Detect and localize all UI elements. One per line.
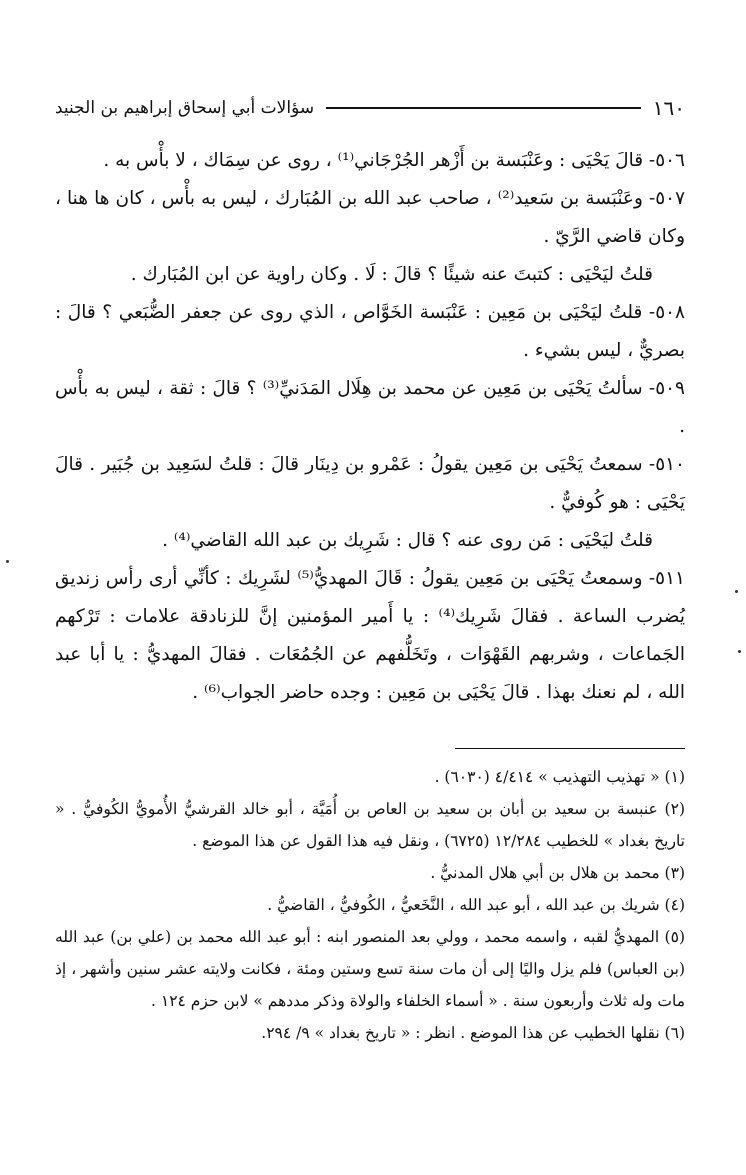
entry-506: ٥٠٦- قالَ يَحْيَى : وعَنْبَسة بن أَزْهر الجُرْجَاني⁽¹⁾ ، روى عن سِمَاك ، لا بأْس به . [103, 150, 685, 171]
footnote-4: (٤) شريك بن عبد الله ، أبو عبد الله ، النَّخَعيُّ ، الكُوفيُّ ، القاضيُّ . [267, 896, 685, 914]
entry-507-continuation: قلتُ ليَحْيَى : كتبتَ عنه شيئًا ؟ قالَ : لَا . وكان راوية عن ابن المُبَارك . [130, 264, 653, 285]
footnote-3: (٣) محمد بن هلال بن أبي هلال المدنيُّ . [430, 864, 685, 882]
footnote-6: (٦) نقلها الخطيب عن هذا الموضع . انظر : « تاريخ بغداد » ٩/ ٢٩٤. [261, 1024, 685, 1042]
margin-dot [6, 560, 9, 563]
entry-510-continuation: قلتُ ليَحْيَى : مَن روى عنه ؟ قال : شَرِيك بن عبد الله القاضي⁽⁴⁾ . [162, 530, 653, 551]
entry-507: ٥٠٧- وعَنْبَسة بن سَعيد⁽²⁾ ، صاحب عبد الله بن المُبَارك ، ليس به بأْس ، كان ها هنا ، وكان قاضي الرَّيّ . [55, 188, 686, 247]
footnote-5: (٥) المهديُّ لقبه ، واسمه محمد ، وولي بعد المنصور ابنه : أبو عبد الله محمد بن (علي بن) عبد الله (بن العباس) فلم يزل واليًا إلى أن مات سنة تسع وستين ومئة ، فكانت ولايته عشر سنين وأشهر ، إذ مات وله ثلاث وأربعون سنة . « أسماء الخلفاء والولاة وذكر مددهم » لابن حزم ١٢٤ . [55, 928, 685, 1010]
footnote-1: (١) « تهذيب التهذيب » ٤/٤١٤ (٦٠٣٠) . [434, 768, 685, 786]
entry-509: ٥٠٩- سألتُ يَحْيَى بن مَعِين عن محمد بن هِلَال المَدَنيِّ⁽³⁾ ؟ قالَ : ثقة ، ليس به بأْس . [55, 378, 685, 437]
footnotes [55, 761, 685, 1049]
entry-510: ٥١٠- سمعتُ يَحْيَى بن مَعِين يقولُ : عَمْرو بن دِينَار قالَ : قلتُ لسَعِيد بن جُبَير . قالَ يَحْيَى : هو كُوفيٌّ . [55, 454, 685, 513]
page-header [55, 88, 685, 128]
page-number: ١٦٠ [652, 96, 685, 120]
margin-dot [735, 590, 738, 593]
header-rule [326, 107, 641, 109]
entry-511: ٥١١- وسمعتُ يَحْيَى بن مَعِين يقولُ : قَالَ المهديُّ⁽⁵⁾ لشَرِيك : كأنِّي أرى رأس زنديق يُضرب الساعة . فقالَ شَرِيك⁽⁴⁾ : يا أَمير المؤمنين إنَّ للزنادقة علامات : تَرْكهم الجَماعات ، وشربهم القَهْوَات ، وتَخَلُّفهم عن الجُمُعَات . فقالَ المهديُّ : يا أبا عبد الله ، لم نعنك بهذا . قالَ يَحْيَى بن مَعِين : وجده حاضر الجواب⁽⁶⁾ . [55, 568, 685, 703]
running-title: سؤالات أبي إسحاق إبراهيم بن الجنيد [55, 98, 315, 118]
entry-508: ٥٠٨- قلتُ ليَحْيَى بن مَعِين : عَنْبَسة الخَوَّاص ، الذي روى عن جعفر الضُّبَعي ؟ قالَ : بصريٌّ ، ليس بشيء . [55, 302, 685, 361]
footnote-separator [455, 748, 685, 749]
margin-dot [738, 650, 741, 653]
main-text [55, 142, 685, 712]
book-page [55, 88, 685, 1049]
footnote-2: (٢) عنبسة بن سعيد بن أبان بن سعيد بن العاص بن أُمَيَّة ، أبو خالد القرشيُّ الأُمويُّ الكُوفيُّ . « تاريخ بغداد » للخطيب ١٢/٢٨٤ (٦٧٢٥) ، ونقل فيه هذا القول عن هذا الموضع . [55, 800, 685, 850]
